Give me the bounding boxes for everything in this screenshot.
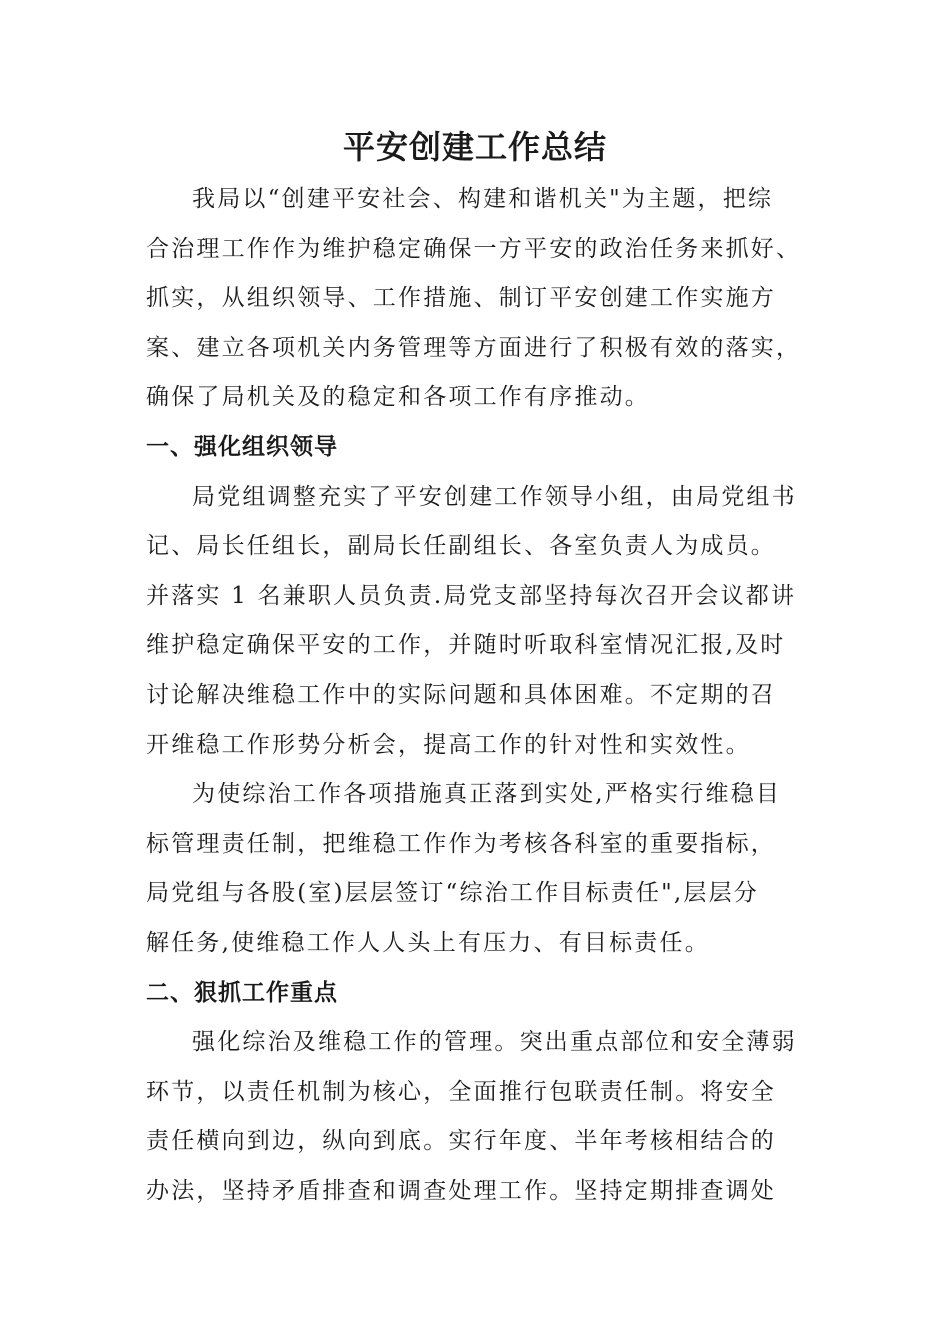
section-1-paragraph-1: 局党组调整充实了平安创建工作领导小组，由局党组书 记、局长任组长，副局长任副组长、各室负责人为成员。 并落实 1 名兼职人员负责.局党支部坚持每次召开会议都讲 维护稳定确保平安的工作，并随时听取科室情况汇报,及时 讨论解决维稳工作中的实际问题和具体困难。不定期的召 开维稳工作形势分析会，提高工作的针对性和实效性。 (146, 483, 797, 758)
document-body (146, 175, 806, 1216)
section-1-paragraph-2: 为使综治工作各项措施真正落到实处,严格实行维稳目 标管理责任制，把维稳工作作为考核各科室的重要指标， 局党组与各股(室)层层签订“综治工作目标责任",层层分 解任务,使维稳工作人人头上有压力、有目标责任。 (146, 781, 782, 956)
intro-paragraph: 我局以“创建平安社会、构建和谐机关"为主题，把综 合治理工作作为维护稳定确保一方平安的政治任务来抓好、 抓实，从组织领导、工作措施、制订平安创建工作实施方 案、建立各项机关内务管理等方面进行了积极有效的落实， 确保了局机关及的稳定和各项工作有序推动。 (146, 186, 802, 411)
section-2-paragraph-1: 强化综治及维稳工作的管理。突出重点部位和安全薄弱 环节，以责任机制为核心，全面推行包联责任制。将安全 责任横向到边，纵向到底。实行年度、半年考核相结合的 办法，坚持矛盾排查和调查处理工作。坚持定期排查调处 (146, 1029, 797, 1204)
section-heading-organization: 一、强化组织领导 (146, 433, 338, 460)
document-title: 平安创建工作总结 (342, 128, 607, 166)
section-heading-key-work: 二、狠抓工作重点 (146, 979, 338, 1006)
